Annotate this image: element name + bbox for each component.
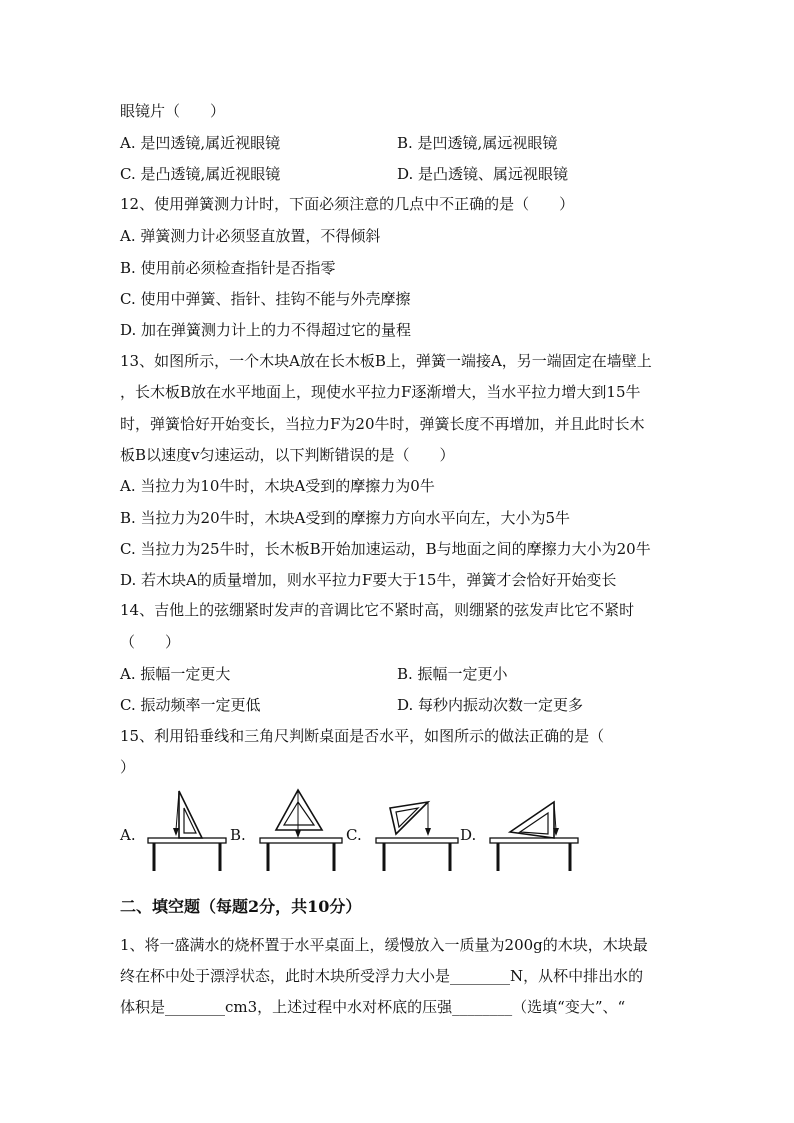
q12-option-b: B. 使用前必须检查指针是否指零 — [120, 259, 336, 277]
q11-stem-tail: 眼镜片（ ） — [120, 102, 226, 120]
q14-option-b: B. 振幅一定更小 — [397, 665, 508, 683]
fig-b-label: B. — [230, 826, 246, 844]
q11-option-c: C. 是凸透镜,属近视眼镜 — [120, 165, 281, 183]
fig-d-diagram — [488, 786, 580, 876]
q13-option-c: C. 当拉力为25牛时，长木板B开始加速运动，B与地面之间的摩擦力大小为20牛 — [120, 540, 651, 558]
q14-stem-2: （ ） — [120, 633, 181, 651]
q15-stem-1: 15、利用铅垂线和三角尺判断桌面是否水平，如图所示的做法正确的是（ — [120, 727, 605, 745]
q15-figures — [118, 786, 588, 876]
section-fill-in-heading: 二、填空题（每题2分，共10分） — [120, 897, 362, 916]
q12-option-a: A. 弹簧测力计必须竖直放置，不得倾斜 — [120, 227, 381, 245]
q14-stem-1: 14、吉他上的弦绷紧时发声的音调比它不紧时高，则绷紧的弦发声比它不紧时 — [120, 601, 635, 619]
fig-a-label: A. — [120, 826, 136, 844]
fill-q1-line-3: 体积是________cm3，上述过程中水对杯底的压强________（选填“变大”、“ — [120, 998, 626, 1016]
q12-stem: 12、使用弹簧测力计时，下面必须注意的几点中不正确的是（ ） — [120, 195, 575, 213]
fill-q1-line-2: 终在杯中处于漂浮状态，此时木块所受浮力大小是________N，从杯中排出水的 — [120, 967, 644, 985]
q13-stem-2: ，长木板B放在水平地面上，现使水平拉力F逐渐增大，当水平拉力增大到15牛 — [120, 383, 641, 401]
fig-c-diagram — [374, 786, 460, 876]
q13-option-d: D. 若木块A的质量增加，则水平拉力F要大于15牛，弹簧才会恰好开始变长 — [120, 571, 617, 589]
q11-option-b: B. 是凹透镜,属远视眼镜 — [397, 134, 558, 152]
fig-b-diagram — [258, 786, 344, 876]
q11-option-a: A. 是凹透镜,属近视眼镜 — [120, 134, 281, 152]
q13-stem-4: 板B以速度v匀速运动，以下判断错误的是（ ） — [120, 446, 455, 464]
q13-stem-3: 时，弹簧恰好开始变长，当拉力F为20牛时，弹簧长度不再增加，并且此时长木 — [120, 415, 645, 433]
q14-option-d: D. 每秒内振动次数一定更多 — [397, 696, 584, 714]
q14-option-c: C. 振动频率一定更低 — [120, 696, 261, 714]
q12-option-d: D. 加在弹簧测力计上的力不得超过它的量程 — [120, 321, 412, 339]
q15-stem-2: ） — [120, 758, 136, 776]
fig-d-label: D. — [460, 826, 477, 844]
q12-option-c: C. 使用中弹簧、指针、挂钩不能与外壳摩擦 — [120, 290, 411, 308]
fig-a-diagram — [146, 786, 228, 876]
fig-c-label: C. — [346, 826, 362, 844]
fill-q1-line-1: 1、将一盛满水的烧杯置于水平桌面上，缓慢放入一质量为200g的木块，木块最 — [120, 936, 648, 954]
q13-option-a: A. 当拉力为10牛时，木块A受到的摩擦力为0牛 — [120, 477, 435, 495]
q11-option-d: D. 是凸透镜、属远视眼镜 — [397, 165, 569, 183]
q14-option-a: A. 振幅一定更大 — [120, 665, 231, 683]
q13-stem-1: 13、如图所示，一个木块A放在长木板B上，弹簧一端接A，另一端固定在墙壁上 — [120, 352, 652, 370]
q13-option-b: B. 当拉力为20牛时，木块A受到的摩擦力方向水平向左，大小为5牛 — [120, 509, 571, 527]
